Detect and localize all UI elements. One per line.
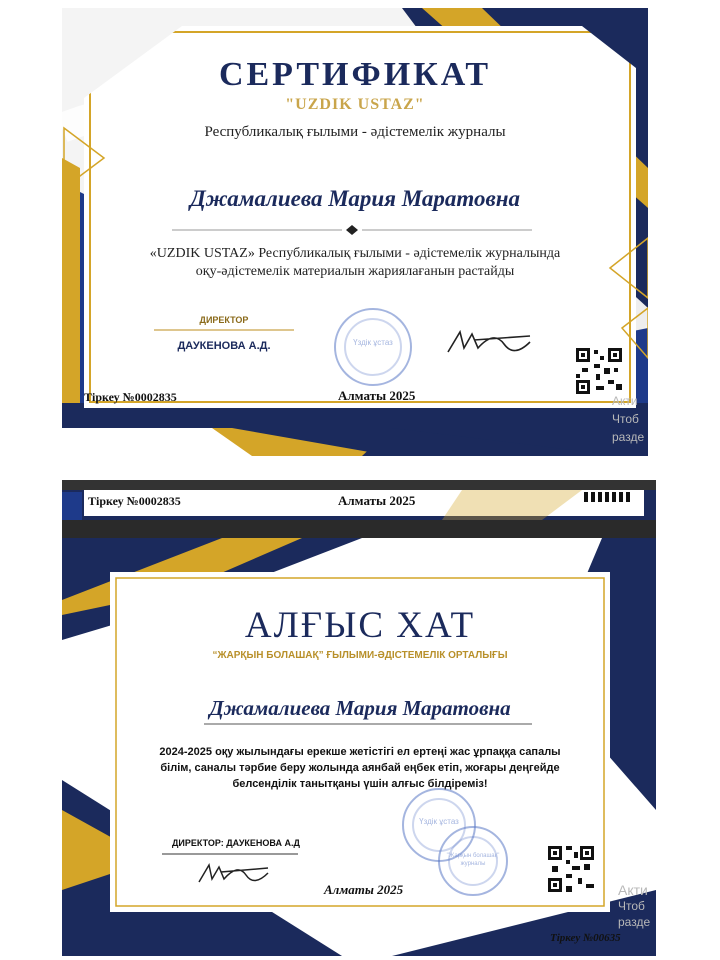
certificate-journal: Республикалық ғылыми - әдістемелік журналы [204,124,506,140]
activation-watermark-bottom [618,882,650,930]
certificate-card [62,8,648,456]
activation-watermark-top [612,392,644,446]
certificate-director-name: ДАУКЕНОВА А.Д. [177,340,271,352]
letter-signature [196,860,272,886]
letter-city-year: Алматы 2025 [324,882,404,897]
watermark-line: разде [618,915,651,929]
watermark-line: Акти [612,394,638,408]
certificate-subtitle: "UZDIK USTAZ" [285,96,425,113]
certificate-body-line1: «UZDIK USTAZ» Республикалық ғылыми - әдістемелік журналында [149,246,561,261]
certificate-recipient: Джамалиева Мария Маратовна [189,186,520,211]
letter-stamp-2-text: "Жарқын болашақ" журналы [446,853,500,867]
letter-registration: Тіркеу №00635 [550,932,621,944]
letter-stamp-2 [438,826,508,896]
letter-title: АЛҒЫС ХАТ [244,605,476,646]
stamp-seal [334,308,412,386]
letter-director: ДИРЕКТОР: ДАУКЕНОВА А.Д [172,838,300,848]
letter-body-line2: білім, саналы тәрбие беру жолында аянбай еңбек етіп, жоғары деңгейде [160,762,560,774]
letter-qr-code [546,844,596,894]
certificate-registration: Тіркеу №0002835 [84,390,177,404]
certificate-director-label: ДИРЕКТОР [199,315,249,325]
letter-body-line3: белсенділік танытқаны үшін алғыс білдіреміз! [232,778,488,790]
letter-body-line1: 2024-2025 оқу жылындағы ерекше жетістігі ел ертеңі жас ұрпаққа сапалы [159,746,561,758]
watermark-line: Чтоб [618,899,645,913]
watermark-line: Акти [618,882,648,898]
certificate-title: СЕРТИФИКАТ [218,56,492,93]
stamp-seal-text: Үздік ұстаз [353,338,393,347]
watermark-line: разде [612,430,645,444]
watermark-line: Чтоб [612,412,639,426]
qr-code [574,346,624,396]
letter-stamp-1-text: Үздік ұстаз [419,817,459,826]
letter-card [62,480,656,956]
certificate-body-line2: оқу-әдістемелік материалын жариялағанын растайды [195,264,515,279]
letter-recipient: Джамалиева Мария Маратовна [209,696,511,720]
signature [444,326,534,356]
strip-registration: Тіркеу №0002835 [88,494,181,508]
strip-qr-fragment [584,492,632,502]
letter-subtitle: “ЖАРҚЫН БОЛАШАҚ” ҒЫЛЫМИ-ӘДІСТЕМЕЛІК ОРТАЛЫҒЫ [212,650,508,661]
strip-city-year: Алматы 2025 [338,493,416,508]
certificate-city-year: Алматы 2025 [338,388,416,403]
